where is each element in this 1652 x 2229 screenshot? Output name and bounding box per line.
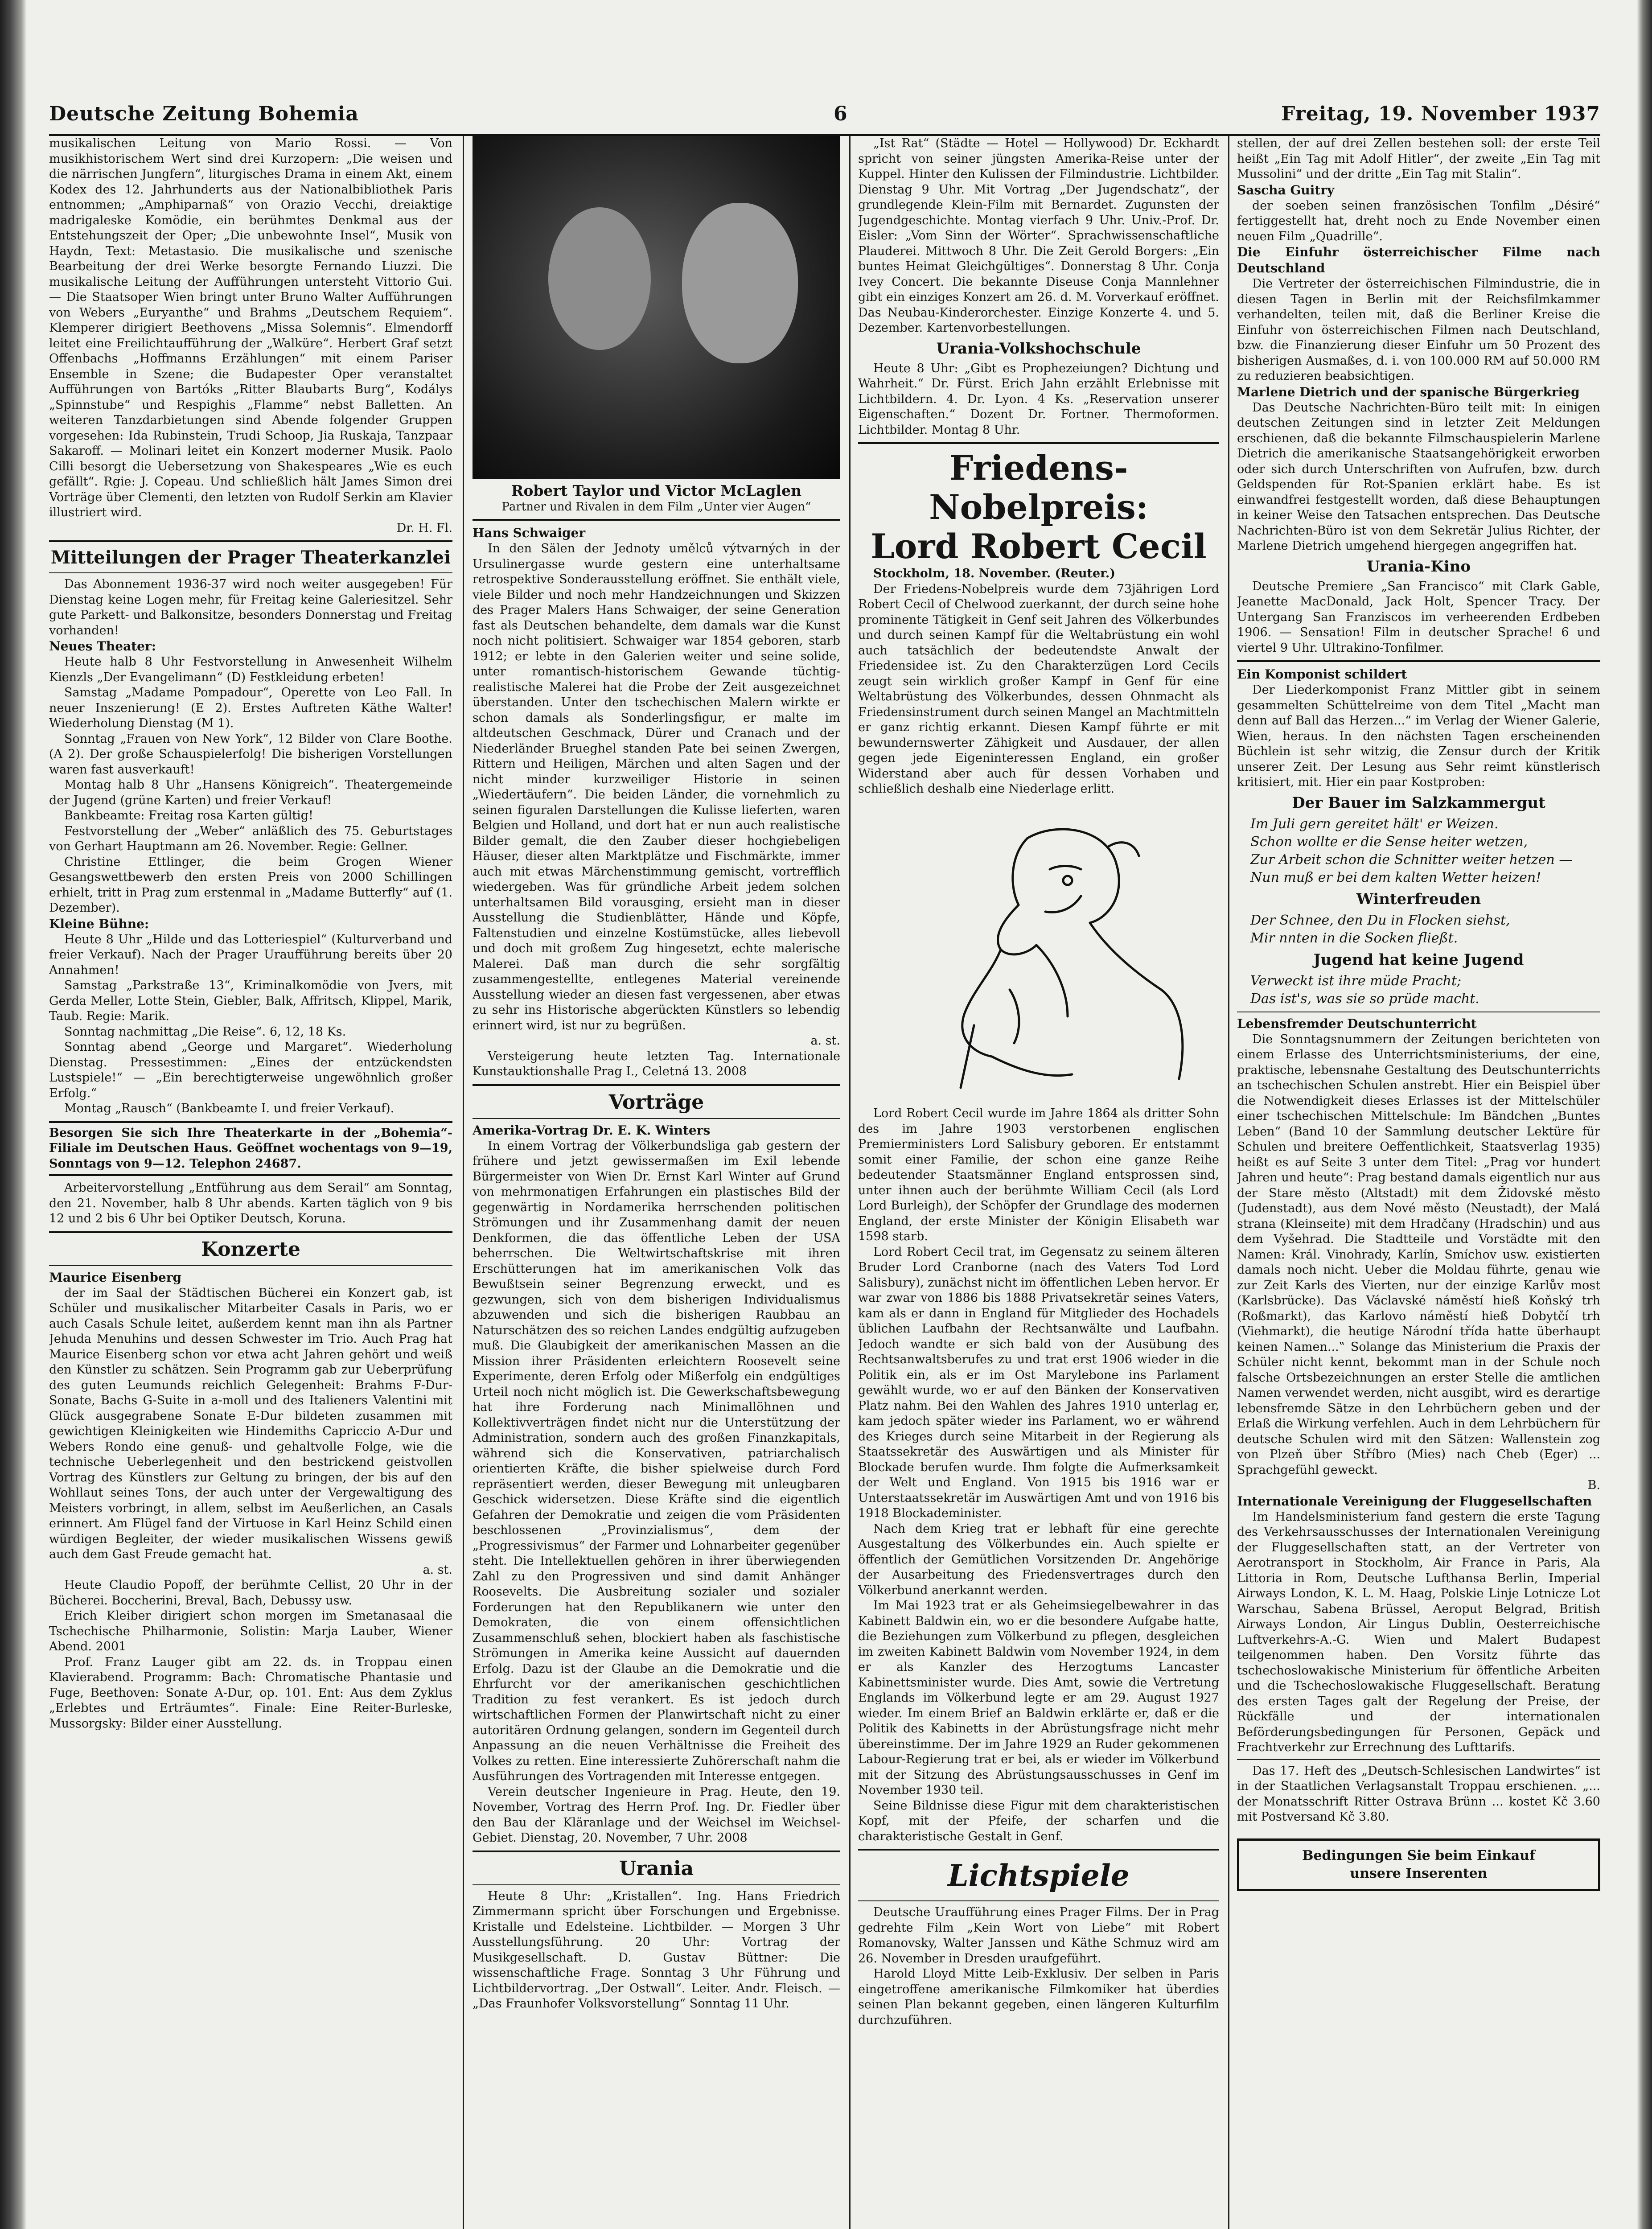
- poem-title: Jugend hat keine Jugend: [1313, 950, 1524, 969]
- column-3: [858, 136, 1219, 2229]
- photo-caption-names: Robert Taylor und Victor McLaglen: [511, 482, 802, 499]
- listing: „Ist Rat“ (Städte — Hotel — Hollywood) Dr. Eckhardt spricht von seiner jüngsten Amerika-Reise unter der Kuppel. Hinter den Kulissen der Filmindustrie. Lichtbilder. Dienstag 9 Uhr. Mit Vortrag „Der Jugendschatz“, der grundlegende Klein-Film mit Bernardet. Zugunsten der Jugendgeschichte. Montag vierfach 9 Uhr. Univ.-Prof. Dr. Eisler: „Vom Sinn der Wörter“. Sprachwissenschaftliche Plauderei. Mittwoch 8 Uhr. Die Zeit Gerold Borgers: „Ein buntes Heimat Gleichgültiges“. Donnerstag 8 Uhr. Conja Ivey Concert. Die bekannte Diseuse Conja Mannlehner gibt ein einziges Konzert am 26. d. M. Vorverkauf eröffnet. Das Neubau-Kinderorchester. Einzige Konzerte 4. und 5. Dezember. Kartenvorbestellungen.: [858, 136, 1219, 335]
- divider: [49, 540, 452, 542]
- opera-article: musikalischen Leitung von Mario Rossi. — Von musikhistorischem Wert sind drei Kurzopern: „Die weisen und die närrischen Jungfern“, liturgisches Drama in einem Akt, einem Kodex des 12. Jahrhunderts aus der Nationalbibliothek Paris entnommen; „Amphiparnaß“ von Orazio Vecchi, dreiaktige madrigaleske Komödie, ein berühmtes Denkmal aus der Entstehungszeit der Oper; „Die unbewohnte Insel“, Musik von Haydn, Text: Metastasio. Die musikalische und szenische Bearbeitung der drei Werke besorgte Fernando Liuzzi. Die musikalische Leitung der Aufführungen untersteht Vittorio Gui. — Die Staatsoper Wien bringt unter Bruno Walter Aufführungen von Webers „Euryanthe“ und Brahms „Deutschem Requiem“. Klemperer dirigiert Beethovens „Missa Solemnis“. Elmendorff leitet eine Freilichtaufführung der „Walküre“. Herbert Graf setzt Offenbachs „Hoffmanns Erzählungen“ mit einem Pariser Ensemble in Szene; die Budapester Oper veranstaltet Aufführungen von Bartóks „Ritter Blaubarts Burg“, Kodálys „Spinnstube“ und Respighis „Flamme“ nebst Balletten. An weiteren Tanzdarbietungen sind Abende folgender Gruppen vorgesehen: Ida Rubinstein, Trudi Schoop, Jia Ruskaja, Tanzpaar Sakaroff. — Molinari leitet ein Konzert moderner Musik. Paolo Cilli besorgt die Uebersetzung von Shakespeares „Wie es euch gefällt“. Rgie: J. Copeau. Und schließlich hält James Simon drei Vorträge über Clementi, den letzten von Rudolf Serkin am Klavier illustriert wird.: [49, 136, 452, 519]
- article-heading: Ein Komponist schildert: [1237, 667, 1407, 682]
- listing: Deutsche Premiere „San Francisco“ mit Clark Gable, Jeanette MacDonald, Jack Holt, Spencer Tracy. Der Untergang San Franziscos im verheerenden Erdbeben 1906. — Sensation! Film in deutscher Sprache! 6 und viertel 9 Uhr. Ultrakino-Tonfilmer.: [1237, 579, 1600, 655]
- actor-portrait: [548, 207, 651, 350]
- divider: [858, 1900, 1219, 1901]
- divider: [49, 1231, 452, 1233]
- notice: Das Abonnement 1936-37 wird noch weiter ausgegeben! Für Dienstag keine Logen mehr, für Freitag keine Galeriesitzel. Sehr gute Parkett- und Balkonsitze, besonders Donnerstag und Freitag vorhanden!: [49, 577, 452, 637]
- listing: Erich Kleiber dirigiert schon morgen im Smetanasaal die Tschechische Philharmonie, Solistin: Marja Lauber, Wiener Abend. 2001: [49, 1609, 452, 1653]
- headline: Lord Robert Cecil: [871, 526, 1207, 566]
- section-title: Urania-Volkshochschule: [936, 339, 1141, 358]
- article-text: Im Handelsministerium fand gestern die erste Tagung des Verkehrsausschusses der Internationalen Vereinigung der Fluggesellschaften statt, an der Vertreter von Aerotransport in Stockholm, Air France in Paris, Ala Littoria in Rom, Deutsche Lufthansa Berlin, Imperial Airways London, K. L. M. Haag, Polskie Linje Lotnicze Lot Warschau, Sabena Brüssel, Aeroput Belgrad, British Airways London, Air Lingus Dublin, Oesterreichische Luftverkehrs-A.-G. Wien und Malert Budapest teilgenommen haben. Den Vorsitz führte das tschechoslowakische Ministerium für öffentliche Arbeiten und die Tschechoslowakische Fluggesellschaft. Beratung des ersten Tages galt der Regelung der Preise, der Rückfälle und der internationalen Beförderungsbedingungen für Personen, Gepäck und Frachtverkehr zur Errechnung des Lufttarifs.: [1237, 1509, 1600, 1754]
- divider: [473, 1884, 840, 1885]
- advertisers-line: Bedingungen Sie beim Einkauf: [1302, 1847, 1535, 1863]
- column-rule: [463, 136, 464, 2229]
- masthead: [49, 103, 1600, 134]
- verse-line: Der Schnee, den Du in Flocken siehst,: [1250, 912, 1510, 928]
- verse-line: Zur Arbeit schon die Schnitter weiter hetzen —: [1250, 851, 1573, 868]
- biography: Seine Bildnisse diese Figur mit dem charakteristischen Kopf, mit der Pfeife, der scharfen und die charakteristische Gestalt in Genf.: [858, 1798, 1219, 1843]
- article-heading: Die Einfuhr österreichischer Filme nach Deutschland: [1237, 245, 1600, 276]
- byline: a. st.: [810, 1034, 840, 1048]
- biography: Lord Robert Cecil wurde im Jahre 1864 als dritter Sohn des im Jahre 1903 verstorbenen englischen Premierministers Lord Salisbury geboren. Er entstammt somit einer Familie, der schon eine ganze Reihe bedeutender Staatsmänner England entsprossen sind, unter ihnen auch der berühmte William Cecil (als Lord Lord Burleigh), der Schöpfer der Grundlage des modernen England, der erste Minister der Königin Elisabeth war 1598 starb.: [858, 1106, 1219, 1243]
- page-number: 6: [834, 103, 848, 125]
- article-heading: Marlene Dietrich und der spanische Bürgerkrieg: [1237, 384, 1580, 399]
- film-news: Harold Lloyd Mitte Leib-Exklusiv. Der selben in Paris eingetroffene amerikanische Filmkomiker hat überdies seinen Plan bekannt gegeben, einen längeren Kulturfilm durchzuführen.: [858, 1967, 1219, 2027]
- divider: [49, 1265, 452, 1266]
- article-heading: Amerika-Vortrag Dr. E. K. Winters: [473, 1123, 711, 1138]
- listing: Montag halb 8 Uhr „Hansens Königreich“. Theatergemeinde der Jugend (grüne Karten) und freier Verkauf!: [49, 778, 452, 807]
- article-heading: Maurice Eisenberg: [49, 1270, 182, 1285]
- listing: Heute Claudio Popoff, der berühmte Cellist, 20 Uhr in der Bücherei. Boccherini, Breval, Bach, Debussy usw.: [49, 1578, 452, 1608]
- verse-line: Das ist's, was sie so prüde macht.: [1250, 991, 1479, 1007]
- listing: Sonntag nachmittag „Die Reise“. 6, 12, 18 Ks.: [64, 1024, 346, 1039]
- section-title: Konzerte: [201, 1238, 301, 1261]
- listing: Versteigerung heute letzten Tag. Internationale Kunstauktionshalle Prag I., Celetná 13. 2008: [473, 1049, 840, 1078]
- biography: Lord Robert Cecil trat, im Gegensatz zu seinem älteren Bruder Lord Cranborne (nach des Vaters Tod Lord Salisbury), zunächst nicht im öffentlichen Leben hervor. Er war zwar von 1886 bis 1888 Privatsekretär seines Vaters, kam als er dann in England für Mitglieder des Hochadels üblichen Laufbahn der Rechtsanwälte und Laufbahn. Jedoch wandte er sich bald von der Ausübung des Rechtsanwaltsberufes zu und trat erst 1906 wieder in die Politik ein, als er im Ost Marylebone ins Parlament gewählt wurde, wo er auf den Bänken der Konservativen Platz nahm. Bei den Wahlen des Jahres 1910 unterlag er, kam jedoch später wieder ins Parlament, wo er während des Krieges durch seine Mitarbeit in der Regierung als Staatssekretär des Auswärtigen und als Minister für Blockade berufen wurde. Ihm folgte die Aufmerksamkeit der Welt und England. Von 1915 bis 1916 war er Unterstaatssekretär im Auswärtigen Amt und von 1916 bis 1918 Blockademinister.: [858, 1245, 1219, 1520]
- article-heading: Hans Schwaiger: [473, 526, 586, 540]
- headline: Friedens-Nobelpreis:: [929, 448, 1148, 527]
- byline: B.: [1587, 1478, 1600, 1492]
- concert-review: der im Saal der Städtischen Bücherei ein Konzert gab, ist Schüler und musikalischer Mitarbeiter Casals in Paris, wo er auch Casals Schule leitet, außerdem kennt man ihn als Partner Jehuda Menuhins und dessen Schwester im Trio. Auch Prag hat Maurice Eisenberg schon vor etwa acht Jahren gehört und weiß den Künstler zu schätzen. Sein Programm gab zur Ueberprüfung des guten Leumunds reichlich Gelegenheit: Brahms F-Dur-Sonate, Bachs G-Suite in a-moll und des Italieners Valentini mit Glück ausgegrabene Sonate E-Dur bildeten zusammen mit gewichtigen Kleinigkeiten wie Hindemiths Capriccio A-Dur und Webers Rondo eine genuß- und gehaltvolle Folge, wie die technische Ueberlegenheit und den bestrickend geistvollen Vortrag des Künstlers zur Geltung zu bringen, der bis auf den Wohllaut seines Tons, der auch unter der Vergewaltigung des Meisters vorbringt, in allem, selbst im Aeußerlichen, an Casals erinnert. Am Flügel fand der Virtuose in Karl Heinz Schild einen würdigen Begleiter, der wieder musikalischen Wissens gewiß auch dem Gast Freude gemacht hat.: [49, 1286, 452, 1561]
- divider: [1237, 660, 1600, 662]
- listing: Heute halb 8 Uhr Festvorstellung in Anwesenheit Wilhelm Kienzls „Der Evangelimann“ (D) Festkleidung erbeten!: [49, 655, 452, 684]
- listing: Sonntag abend „George und Margaret“. Wiederholung Dienstag. Pressestimmen: „Eines der entzückendsten Lustspiele!“ — „Ein berechtigterweise ungewöhnlich großer Erfolg.“: [49, 1040, 452, 1100]
- verse-line: Schon wollte er die Sense heiter wetzen,: [1250, 834, 1528, 850]
- section-title: Mitteilungen der Prager Theaterkanzlei: [50, 547, 451, 568]
- listing: Prof. Franz Lauger gibt am 22. ds. in Troppau einen Klavierabend. Programm: Bach: Chromatische Phantasie und Fuge, Beethoven: Sonate A-Dur, op. 101. Ent: Aus dem Zyklus „Erlebtes und Erträumtes“. Finale: Eine Reiter-Burleske, Mussorgsky: Bilder einer Ausstellung.: [49, 1655, 452, 1731]
- issue-date: Freitag, 19. November 1937: [1281, 103, 1600, 125]
- divider: [858, 442, 1219, 444]
- lecture-report: In einem Vortrag der Völkerbundsliga gab gestern der frühere und jetzt gewissermaßen im Exil lebende Bürgermeister von Wien Dr. Ernst Karl Winter auf Grund von mehrmonatigen Erfahrungen ein plastisches Bild der gegenwärtig in Nordamerika herrschenden politischen Strömungen und ihr Zusammenhang damit der neuen Denkformen, die das öffentliche Leben der USA beherrschen. Die Weltwirtschaftskrise mit ihren Erschütterungen hat im amerikanischen Volk das Bewußtsein seiner Begrenzung erweckt, und es gezwungen, sich von dem bisherigen Individualismus abzuwenden und sich die bisherigen Raubbau an Naturschätzen des so reichen Landes endgültig aufzugeben muß. Die Glaubigkeit der amerikanischen Massen an die Mission ihrer Präsidenten erleichtern Roosevelt seine Experimente, deren Erfolg oder Mißerfolg ein endgültiges Urteil noch nicht möglich ist. Die Gewerkschaftsbewegung hat ihre Forderung nach Minimallöhnen und Kollektivverträgen findet nicht nur die Unterstützung der Administration, sondern auch des großen Finanzkapitals, während sich die Konservativen, patriarchalisch orientierten Kräfte, die bisher spielweise durch Ford repräsentiert werden, dieser Bewegung mit unleugbaren Geschick widersetzen. Diese Kräfte sind die eigentlich Gefahren der Demokratie und zeigen die vom Präsidenten beschlossenen „Provinzialismus“, dem der „Progressivismus“ der Farmer und Lohnarbeiter gegenüber steht. Die Intellektuellen gehören in ihrer überwiegenden Zahl zu den Progressiven und sind damit Anhänger Roosevelts. Die Ausbreitung sozialer und sozialer Forderungen hat den Republikanern wie unter den Demokraten, die von einem offensichtlichen Zusammenschluß sehen, blockiert haben als faschistische Strömungen in Amerika keine Aussicht auf dauernden Erfolg. Dazu ist der Glaube an die Demokratie und die Ehrfurcht vor der amerikanischen geschichtlichen Tradition zu fest verankert. Es ist jedoch durch wirtschaftlichen Formen der Planwirtschaft nicht zu einer autoritären Ordnung gelangen, sondern im Gegenteil durch Anpassung an die neuen Verhältnisse die Freiheit des Volkes zu retten. Eine interessierte Zuhörerschaft nahm die Ausführungen des Vortragenden mit Interesse entgegen.: [473, 1139, 840, 1783]
- biography: Nach dem Krieg trat er lebhaft für eine gerechte Ausgestaltung des Völkerbundes ein. Auch spielte er öffentlich der Gemütlichen Vorsitzenden Dr. Angehörige der Ausarbeitung des Friedensvertrages durch den Völkerbund anerkannt werden.: [858, 1522, 1219, 1597]
- listing: Samstag „Madame Pompadour“, Operette von Leo Fall. In neuer Inszenierung! (E 2). Erstes Auftreten Käthe Walter! Wiederholung Dienstag (M 1).: [49, 686, 452, 730]
- verse-line: Verweckt ist ihre müde Pracht;: [1250, 973, 1462, 989]
- divider: [49, 572, 452, 573]
- article-heading: Lebensfremder Deutschunterricht: [1237, 1016, 1477, 1031]
- section-title: Lichtspiele: [948, 1858, 1130, 1893]
- column-1: [49, 136, 452, 2229]
- dateline: Stockholm, 18. November. (Reuter.): [873, 567, 1116, 580]
- column-2: [473, 136, 840, 2229]
- divider: [1237, 1759, 1600, 1760]
- verse-line: Mir nnten in die Socken fließt.: [1250, 930, 1458, 946]
- theatre-heading: Neues Theater:: [49, 639, 156, 654]
- lead-paragraph: Der Friedens-Nobelpreis wurde dem 73jährigen Lord Robert Cecil of Chelwood zuerkannt, der durch seine hohe prominente Tätigkeit in Genf seit Jahren des Völkerbundes und durch seinen Kampf für die Weltabrüstung ein wohl auch tatsächlich der bedeutendste Anwalt der Friedensidee ist. Zu den Charakterzügen Lord Cecils zeugt sein wirklich großer Kampf in Genf für eine Weltabrüstung des Völkerbundes, dessen Ohnmacht als Friedensinstrument durch seinen Mangel an Machtmitteln er ganz richtig erkannt. Diesen Kampf führte er mit bewundernswerter Zähigkeit und Ausdauer, der allen gegen jede Eigeninteressen England, ein großer Widerstand aber auch für dessen Vorhaben und schließlich deshalb eine Niederlage erlitt.: [858, 582, 1219, 796]
- section-title: Urania-Kino: [1366, 557, 1471, 576]
- listing: Bankbeamte: Freitag rosa Karten gültig!: [64, 809, 313, 823]
- actor-portrait: [682, 203, 798, 363]
- listing: Heute 8 Uhr: „Gibt es Prophezeiungen? Dichtung und Wahrheit.“ Dr. Fürst. Erich Jahn erzählt Erlebnisse mit Lichtbildern. 4. Dr. Lyon. 4 Ks. „Reservation unserer Eigenschaften.“ Dozent Dr. Fortner. Thermoformen. Lichtbilder. Montag 8 Uhr.: [858, 361, 1219, 437]
- divider: [858, 1849, 1219, 1851]
- verse-line: Im Juli gern gereitet hält' er Weizen.: [1250, 816, 1499, 832]
- listing: Samstag „Parkstraße 13“, Kriminalkomödie von Jvers, mit Gerda Meller, Lotte Stein, Giebler, Balk, Affritsch, Klippel, Marik, Taub. Regie: Marik.: [49, 979, 452, 1023]
- ticket-notice: Besorgen Sie sich Ihre Theaterkarte in der „Bohemia“-Filiale im Deutschen Haus. Geöffnet wochentags von 9—19, Sonntags von 9—12. Telephon 24687.: [49, 1121, 452, 1176]
- film-news: stellen, der auf drei Zellen bestehen soll: der erste Teil heißt „Ein Tag mit Adolf Hitler“, der zweite „Ein Tag mit Mussolini“ und der dritte „Ein Tag mit Stalin“.: [1237, 136, 1600, 181]
- notice: Das 17. Heft des „Deutsch-Schlesischen Landwirtes“ ist in der Staatlichen Verlagsanstalt Troppau erschienen. „... der Monatsschrift Ritter Ostrava Brünn ... kostet Kč 3.60 mit Postversand Kč 3.80.: [1237, 1764, 1600, 1824]
- photo-caption: Partner und Rivalen in dem Film „Unter vier Augen“: [501, 500, 811, 514]
- advertisers-box: [1237, 1838, 1600, 1891]
- listing: Montag „Rausch“ (Bankbeamte I. und freier Verkauf).: [64, 1102, 395, 1115]
- section-title: Vorträge: [608, 1090, 704, 1114]
- listing: Heute 8 Uhr: „Kristallen“. Ing. Hans Friedrich Zimmermann spricht über Forschungen und Ergebnisse. Kristalle und Edelsteine. Lichtbilder. — Morgen 3 Uhr Ausstellungsführung. 20 Uhr: Vortrag der Musikgesellschaft. D. Gustav Büttner: Die wissenschaftliche Frage. Sonntag 3 Uhr Führung und Lichtbildervortrag. „Der Ostwall“. Leiter. Andr. Fleisch. — „Das Fraunhofer Volksvorstellung“ Sonntag 11 Uhr.: [473, 1889, 840, 2011]
- film-still-photo: [473, 136, 840, 479]
- portrait-sketch-illustration: [858, 802, 1219, 1097]
- divider: [473, 1851, 840, 1852]
- column-rule: [849, 136, 851, 2229]
- art-review: In den Sälen der Jednoty umělců výtvarných in der Ursulinergasse wurde gestern eine unterhaltsame retrospektive Sonderausstellung eröffnet. Sie enthält viele, viele Bilder und noch mehr Handzeichnungen und Skizzen des Prager Malers Hans Schwaiger, der seine Generation fast als Deutschen behandelte, dem damals war die Kunst noch nicht politisiert. Schwaiger war 1854 geboren, starb 1912; er lebte in den Galerien weiter und seine solide, unter romantisch-historischem Gewande tüchtig-realistische Malerei hat die Probe der Zeit ausgezeichnet überstanden. Unter den tschechischen Malern wirkte er schon damals als Sonderlingsfigur, er malte im altdeutschen Geschmack, Dürer und Cranach und der Niederländer Brueghel standen Pate bei seinen Zwergen, Rittern und Heiligen, Märchen und alten Sagen und der nicht minder kurzweiliger Historie in seinen „Wiedertäufern“. Die beiden Länder, die vornehmlich zu seinen figuralen Darstellungen die Kulisse lieferten, waren Belgien und Holland, und dort hat er nun auch realistische Bilder gemalt, die den Zauber dieser hochgiebeligen Häuser, dieser alten Marktplätze und Fischmärkte, immer auch mit etwas Märchenstimmung gemischt, vortrefflich wiedergeben. Was für gründliche Arbeit jedem solchen unterhaltsamen Bild vorausging, ersieht man in dieser Ausstellung die Studienblätter, Hände und Köpfe, Faltenstudien und einzelne Kostümstücke, alles liebevoll und doch mit großem Zug hingesetzt, echte malerische Malerei. Daß man durch die sehr sorgfältig zusammengestellte, entlegenes Material vereinende Ausstellung wieder an diesen fast vergessenen, aber etwas zu sehr ins Historische abgerückten Künstlers so lebendig erinnert wird, ist nur zu begrüßen.: [473, 542, 840, 1032]
- byline: Dr. H. Fl.: [396, 521, 452, 535]
- article-text: Die Sonntagsnummern der Zeitungen berichteten von einem Erlasse des Unterrichtsministeriums, der eine, praktische, lebensnahe Gestaltung des Deutschunterrichts an tschechischen Schulen anstrebt. Hier ein Beispiel über die Notwendigkeit dieses Erlasses ist der Mittelschüler einer tschechischen Mittelschule: Im Bändchen „Buntes Leben“ (Band 10 der Sammlung deutscher Lektüre für Schulen und breitere Oeffentlichkeit, Staatsverlag 1935) heißt es auf Seite 3 unter dem Titel: „Prag vor hundert Jahren und heute“: Prag bestand damals eigentlich nur aus der Stare město (Altstadt) mit dem Židovské město (Judenstadt), aus dem Nové město (Neustadt), der Malá strana (Kleinseite) mit dem Hradčany (Hradschin) und aus dem Vyšehrad. Die Stadtteile und Vorstädte mit den Namen: Král. Vinohrady, Karlín, Smíchov usw. existierten damals noch nicht. Ueber die Moldau führte, genau wie zur Zeit Karls des Vierten, nur der einzige Karlův most (Karlsbrücke). Das Václavské náměstí hieß Koňský trh (Roßmarkt), das Karlovo náměstí hieß Dobytčí trh (Viehmarkt), die heutige Národní třída hatte überhaupt keinen Namen...‟ Solange das Ministerium die Praxis der Schüler nicht kennt, bekommt man in der Schule noch falsche Ortsbezeichnungen an erster Stelle die amtlichen Namen verwendet werden, nicht ausgibt, wird es derartige lebensfremde Sätze in den Lehrbüchern geben und der Erlaß die Wirkung verfehlen. Auch in dem Lehrbüchern für deutsche Schulen wird mit den Sätzen: Wallenstein zog von Plzeň über Stříbro (Mies) nach Cheb (Eger) ... Sprachgefühl geweckt.: [1237, 1032, 1600, 1477]
- divider: [473, 1084, 840, 1086]
- film-news: Deutsche Uraufführung eines Prager Films. Der in Prag gedrehte Film „Kein Wort von Liebe“ mit Robert Romanovsky, Walter Janssen und Käthe Schmuz wird am 26. November in Dresden uraufgeführt.: [858, 1905, 1219, 1966]
- listing: Heute 8 Uhr „Hilde und das Lotteriespiel“ (Kulturverband und freier Verkauf). Nach der Prager Uraufführung bereits über 20 Annahmen!: [49, 932, 452, 977]
- article-heading: Internationale Vereinigung der Fluggesellschaften: [1237, 1493, 1592, 1509]
- paper-name: Deutsche Zeitung Bohemia: [49, 103, 359, 125]
- divider: [473, 1118, 840, 1119]
- film-news: Die Vertreter der österreichischen Filmindustrie, die in diesen Tagen in Berlin mit der Reichsfilmkammer verhandelten, teilen mit, daß die Berliner Kreise die Einfuhr von österreichischen Filmen nach Deutschland, bzw. die Finanzierung dieser Einfuhr um 50 Prozent des bisherigen Ausmaßes, d. i. von 100.000 RM auf 50.000 RM zu reduzieren beabsichtigen.: [1237, 277, 1600, 383]
- listing: Sonntag „Frauen von New York“, 12 Bilder von Clare Boothe. (A 2). Der große Schauspielerfolg! Die bisherigen Vorstellungen waren fast ausverkauft!: [49, 732, 452, 777]
- column-rule: [1228, 136, 1229, 2229]
- poem-title: Der Bauer im Salzkammergut: [1292, 794, 1545, 812]
- advertisers-line: unsere Inserenten: [1350, 1865, 1488, 1881]
- divider: [473, 519, 840, 521]
- listing: Arbeitervorstellung „Entführung aus dem Serail“ am Sonntag, den 21. November, halb 8 Uhr abends. Karten täglich von 9 bis 12 und 2 bis 6 Uhr bei Optiker Deutsch, Koruna.: [49, 1181, 452, 1226]
- film-news: Das Deutsche Nachrichten-Büro teilt mit: In einigen deutschen Zeitungen sind in letzter Zeit Meldungen erschienen, daß die bekannte Filmschauspielerin Marlene Dietrich die amerikanische Staatsangehörigkeit erworben oder sich durch Unterschriften von Aufrufen, bzw. durch Geldspenden für Rot-Spanien erklärt habe. Es ist einwandfrei festgestellt worden, daß diese Behauptungen in keiner Weise den Tatsachen entsprechen. Das Deutsche Nachrichten-Büro ist von dem Sekretär Julius Richter, der Marlene Dietrich umgehend hiergegen angegriffen hat.: [1237, 400, 1600, 553]
- section-title: Urania: [619, 1857, 694, 1880]
- listing: Festvorstellung der „Weber“ anläßlich des 75. Geburtstages von Gerhart Hauptmann am 26. November. Regie: Gellner.: [49, 824, 452, 853]
- listing: Christine Ettlinger, die beim Grogen Wiener Gesangswettbewerb den ersten Preis von 2000 Schillingen erhielt, tritt in Prag zum erstenmal in „Madame Butterfly“ auf (1. Dezember).: [49, 855, 452, 915]
- poem-title: Winterfreuden: [1356, 890, 1481, 908]
- article-heading: Sascha Guitry: [1237, 182, 1335, 197]
- theatre-heading: Kleine Bühne:: [49, 916, 149, 931]
- page-shadow-left: [0, 0, 27, 2229]
- article-text: Der Liederkomponist Franz Mittler gibt in seinem gesammelten Schüttelreime von dem Titel „Macht man denn auf Ball das Herzen...“ im Verlag der Wiener Galerie, Wien, heraus. In den nächsten Tagen erscheinenden Büchlein ist sehr witzig, die Zensur durch der Kritik unserer Zeit. Der Lesung aus Sehr reimt künstlerisch kritisiert, mit. Hier ein paar Kostproben:: [1237, 683, 1600, 789]
- column-4: [1237, 136, 1600, 2229]
- verse-line: Nun muß er bei dem kalten Wetter heizen!: [1250, 869, 1541, 885]
- byline: a. st.: [423, 1563, 452, 1577]
- biography: Im Mai 1923 trat er als Geheimsiegelbewahrer in das Kabinett Baldwin ein, wo er die besondere Aufgabe hatte, die Beziehungen zum Völkerbund zu pflegen, desgleichen im zweiten Kabinett Baldwin vom November 1924, in dem er als Kanzler des Herzogtums Lancaster Kabinettsminister wurde. Dies Amt, sowie die Vertretung Englands im Völkerbund legte er am 29. August 1927 wieder. Im einem Brief an Baldwin erklärte er, daß er die Politik des Kabinetts in der Abrüstungsfrage nicht mehr übereinstimme. Der im Jahre 1929 an Ruder gekommenen Labour-Regierung trat er bei, als er wieder im Völkerbund mit der Sitzung des Abrüstungsausschusses in Genf im November 1930 teil.: [858, 1599, 1219, 1797]
- film-news: der soeben seinen französischen Tonfilm „Désiré“ fertiggestellt hat, dreht noch zu Ende November einen neuen Film „Quadrille“.: [1237, 198, 1600, 243]
- page-shadow-right: [1637, 0, 1652, 2229]
- listing: Verein deutscher Ingenieure in Prag. Heute, den 19. November, Vortrag des Herrn Prof. Ing. Dr. Fiedler über den Bau der Kläranlage und der Weichsel im Weichsel-Gebiet. Dienstag, 20. November, 7 Uhr. 2008: [473, 1785, 840, 1845]
